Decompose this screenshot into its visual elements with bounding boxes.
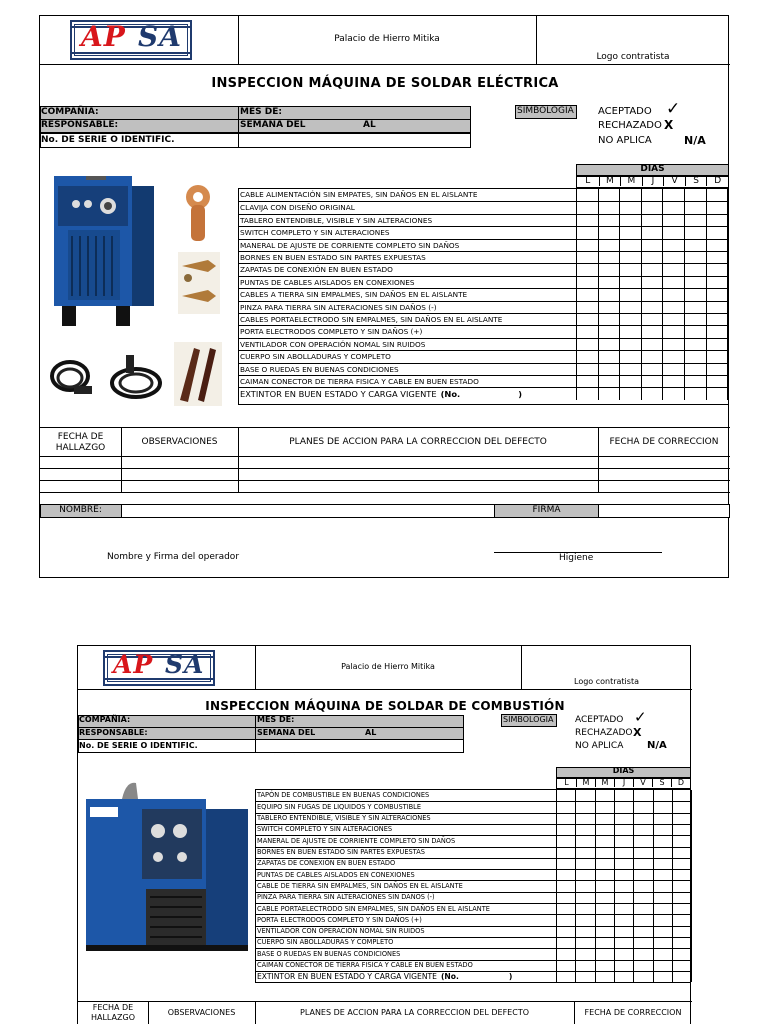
week-label: SEMANA DEL xyxy=(240,120,306,130)
checklist-item: EQUIPO SIN FUGAS DE LIQUIDOS Y COMBUSTIBLE xyxy=(256,801,556,812)
symbology-label: SIMBOLOGIA xyxy=(515,105,577,119)
checklist-item: ZAPATAS DE CONEXIÓN EN BUEN ESTADO xyxy=(256,858,556,869)
electrode-cable-photo xyxy=(106,349,166,409)
days-row xyxy=(556,778,691,789)
na-label: NO APLICA xyxy=(598,135,652,146)
extinguisher-item xyxy=(239,387,576,399)
symbology-label: SIMBOLOGIA xyxy=(501,714,557,727)
ground-clamp-photo xyxy=(178,252,220,314)
day-header-0: L xyxy=(564,778,569,787)
extinguisher-label: EXTINTOR EN BUEN ESTADO Y CARGA VIGENTE xyxy=(257,972,437,982)
day-header-6: D xyxy=(706,176,728,186)
name-label: NOMBRE: xyxy=(59,505,102,515)
checklist-item: CAIMAN CONECTOR DE TIERRA FISICA Y CABLE EN BUEN ESTADO xyxy=(256,960,556,971)
day-header-2: M xyxy=(595,778,614,787)
days-label: DIAS xyxy=(612,766,635,775)
extinguisher-label: EXTINTOR EN BUEN ESTADO Y CARGA VIGENTE xyxy=(240,389,437,400)
checklist-item: BASE O RUEDAS EN BUENAS CONDICIONES xyxy=(256,948,556,959)
extinguisher-number-close: ) xyxy=(518,389,522,400)
day-header-6: D xyxy=(671,778,690,787)
checklist-item: CABLE ALIMENTACIÓN SIN EMPATES, SIN DAÑOS EN EL AISLANTE xyxy=(240,190,478,199)
checklist-item: TABLERO ENTENDIBLE, VISIBLE Y SIN ALTERACIONES xyxy=(239,214,576,226)
checklist-item: CABLES PORTAELECTRODO SIN EMPALMES, SIN DAÑOS EN EL AISLANTE xyxy=(239,313,576,325)
accepted-label: ACEPTADO xyxy=(598,106,652,117)
signature-label: FIRMA xyxy=(532,505,561,515)
form-combustion xyxy=(77,645,691,1024)
header-observations: OBSERVACIONES xyxy=(141,437,218,447)
rejected-label: RECHAZADO xyxy=(575,728,633,738)
day-header-0: L xyxy=(585,176,591,186)
x-icon: X xyxy=(664,118,674,132)
serial-label: No. DE SERIE O IDENTIFIC. xyxy=(41,135,175,145)
na-symbol: N/A xyxy=(647,740,667,751)
checklist-item: TABLERO ENTENDIBLE, VISIBLE Y SIN ALTERACIONES xyxy=(256,813,556,824)
al-label: AL xyxy=(363,120,376,130)
extinguisher-number-label: (No. xyxy=(440,389,461,400)
checklist-item: CAIMAN CONECTOR DE TIERRA FISICA Y CABLE EN BUEN ESTADO xyxy=(239,375,576,387)
operator-signature-label: Nombre y Firma del operador xyxy=(107,552,240,562)
ground-cable-photo xyxy=(46,346,96,408)
checklist-item: PORTA ELECTRODOS COMPLETO Y SIN DAÑOS (+) xyxy=(239,325,576,337)
logo-text-ap: AP xyxy=(81,20,126,53)
check-icon: ✓ xyxy=(666,99,681,119)
day-header-4: V xyxy=(633,778,652,787)
lug-terminal-photo xyxy=(178,183,218,245)
checklist-item: PUNTAS DE CABLES AISLADOS EN CONEXIONES xyxy=(256,869,556,880)
accepted-label: ACEPTADO xyxy=(575,715,624,725)
header-action-plans: PLANES DE ACCION PARA LA CORRECCION DEL DEFECTO xyxy=(289,437,547,447)
month-label: MES DE: xyxy=(240,107,282,117)
day-header-4: V xyxy=(663,176,685,186)
checklist-item: MANERAL DE AJUSTE DE CORRIENTE COMPLETO SIN DAÑOS xyxy=(256,835,556,846)
extinguisher-item xyxy=(256,971,556,982)
checklist-item: CLAVIJA CON DISEÑO ORIGINAL xyxy=(239,201,576,213)
checklist-item: BASE O RUEDAS EN BUENAS CONDICIONES xyxy=(239,363,576,375)
header-correction-date: FECHA DE CORRECCION xyxy=(609,437,719,447)
client-name: Palacio de Hierro Mitika xyxy=(334,34,440,44)
checklist-item: VENTILADOR CON OPERACIÓN NOMAL SIN RUIDOS xyxy=(239,338,576,350)
checklist xyxy=(238,188,729,405)
checklist-item: BORNES EN BUEN ESTADO SIN PARTES EXPUESTAS xyxy=(256,847,556,858)
contractor-logo-label: Logo contratista xyxy=(574,677,639,686)
day-header-1: M xyxy=(576,778,595,787)
checklist xyxy=(255,789,691,983)
week-label: SEMANA DEL xyxy=(257,728,316,737)
contractor-logo-label: Logo contratista xyxy=(596,52,670,62)
serial-label: No. DE SERIE O IDENTIFIC. xyxy=(79,741,198,750)
apsa-logo xyxy=(70,20,192,60)
company-label: COMPAÑIA: xyxy=(79,715,131,724)
checklist-item: VENTILADOR CON OPERACIÓN NOMAL SIN RUIDOS xyxy=(256,926,556,937)
days-label: DIAS xyxy=(640,164,665,174)
month-label: MES DE: xyxy=(257,715,295,724)
day-header-5: S xyxy=(685,176,707,186)
form-title: INSPECCION MÁQUINA DE SOLDAR ELÉCTRICA xyxy=(211,76,559,91)
responsible-label: RESPONSABLE: xyxy=(41,120,119,130)
day-header-1: M xyxy=(599,176,621,186)
extinguisher-number-label: (No. xyxy=(440,972,459,982)
company-label: COMPAÑIA: xyxy=(41,107,99,117)
checklist-item: CUERPO SIN ABOLLADURAS Y COMPLETO xyxy=(239,350,576,362)
electrode-holder-photo xyxy=(174,342,222,406)
header-observations: OBSERVACIONES xyxy=(167,1008,236,1017)
checklist-item: CUERPO SIN ABOLLADURAS Y COMPLETO xyxy=(256,937,556,948)
al-label: AL xyxy=(365,728,377,737)
logo-text-sa: SA xyxy=(165,650,205,679)
checklist-item: MANERAL DE AJUSTE DE CORRIENTE COMPLETO SIN DAÑOS xyxy=(239,239,576,251)
checklist-item: CABLES A TIERRA SIN EMPALMES, SIN DAÑOS EN EL AISLANTE xyxy=(239,288,576,300)
x-icon: X xyxy=(633,726,642,739)
checklist-item: SWITCH COMPLETO Y SIN ALTERACIONES xyxy=(239,226,576,238)
welder-machine-photo xyxy=(46,176,156,331)
header-action-plans: PLANES DE ACCION PARA LA CORRECCION DEL DEFECTO xyxy=(300,1008,529,1017)
header-finding-date: FECHA DE HALLAZGO xyxy=(90,1003,136,1022)
day-header-5: S xyxy=(652,778,671,787)
checklist-item: PINZA PARA TIERRA SIN ALTERACIONES SIN DAÑOS (-) xyxy=(256,892,556,903)
header-correction-date: FECHA DE CORRECCION xyxy=(584,1008,682,1017)
extinguisher-number-close: ) xyxy=(508,972,513,982)
form-electric xyxy=(39,15,729,578)
checklist-item: CABLE PORTAELECTRODO SIN EMPALMES, SIN DAÑOS EN EL AISLANTE xyxy=(256,903,556,914)
checklist-item: ZAPATAS DE CONEXIÓN EN BUEN ESTADO xyxy=(239,263,576,275)
hygiene-signature-label: Higiene xyxy=(559,553,594,563)
responsible-label: RESPONSABLE: xyxy=(79,728,148,737)
na-label: NO APLICA xyxy=(575,741,624,751)
checklist-item: BORNES EN BUEN ESTADO SIN PARTES EXPUESTAS xyxy=(239,251,576,263)
checklist-item: CABLE DE TIERRA SIN EMPALMES, SIN DAÑOS EN EL AISLANTE xyxy=(256,880,556,891)
days-row xyxy=(576,176,729,188)
checklist-item: PORTA ELECTRODOS COMPLETO Y SIN DAÑOS (+) xyxy=(256,914,556,925)
header-finding-date: FECHA DE HALLAZGO xyxy=(55,432,106,453)
rejected-label: RECHAZADO xyxy=(598,120,662,131)
checklist-item: PINZA PARA TIERRA SIN ALTERACIONES SIN DAÑOS (-) xyxy=(239,301,576,313)
checklist-item: TAPÓN DE COMBUSTIBLE EN BUENAS CONDICIONES xyxy=(257,790,430,799)
logo-text-ap: AP xyxy=(113,650,154,679)
checklist-item: SWITCH COMPLETO Y SIN ALTERACIONES xyxy=(256,824,556,835)
day-header-2: M xyxy=(620,176,642,186)
logo-text-sa: SA xyxy=(138,20,182,53)
checklist-item: PUNTAS DE CABLES AISLADOS EN CONEXIONES xyxy=(239,276,576,288)
check-icon: ✓ xyxy=(634,708,647,726)
apsa-logo xyxy=(103,650,215,686)
combustion-welder-photo xyxy=(82,779,252,959)
form-title: INSPECCION MÁQUINA DE SOLDAR DE COMBUSTIÓN xyxy=(205,699,565,713)
day-header-3: J xyxy=(614,778,633,787)
day-header-3: J xyxy=(642,176,664,186)
na-symbol: N/A xyxy=(684,134,706,147)
client-name: Palacio de Hierro Mitika xyxy=(341,662,435,671)
